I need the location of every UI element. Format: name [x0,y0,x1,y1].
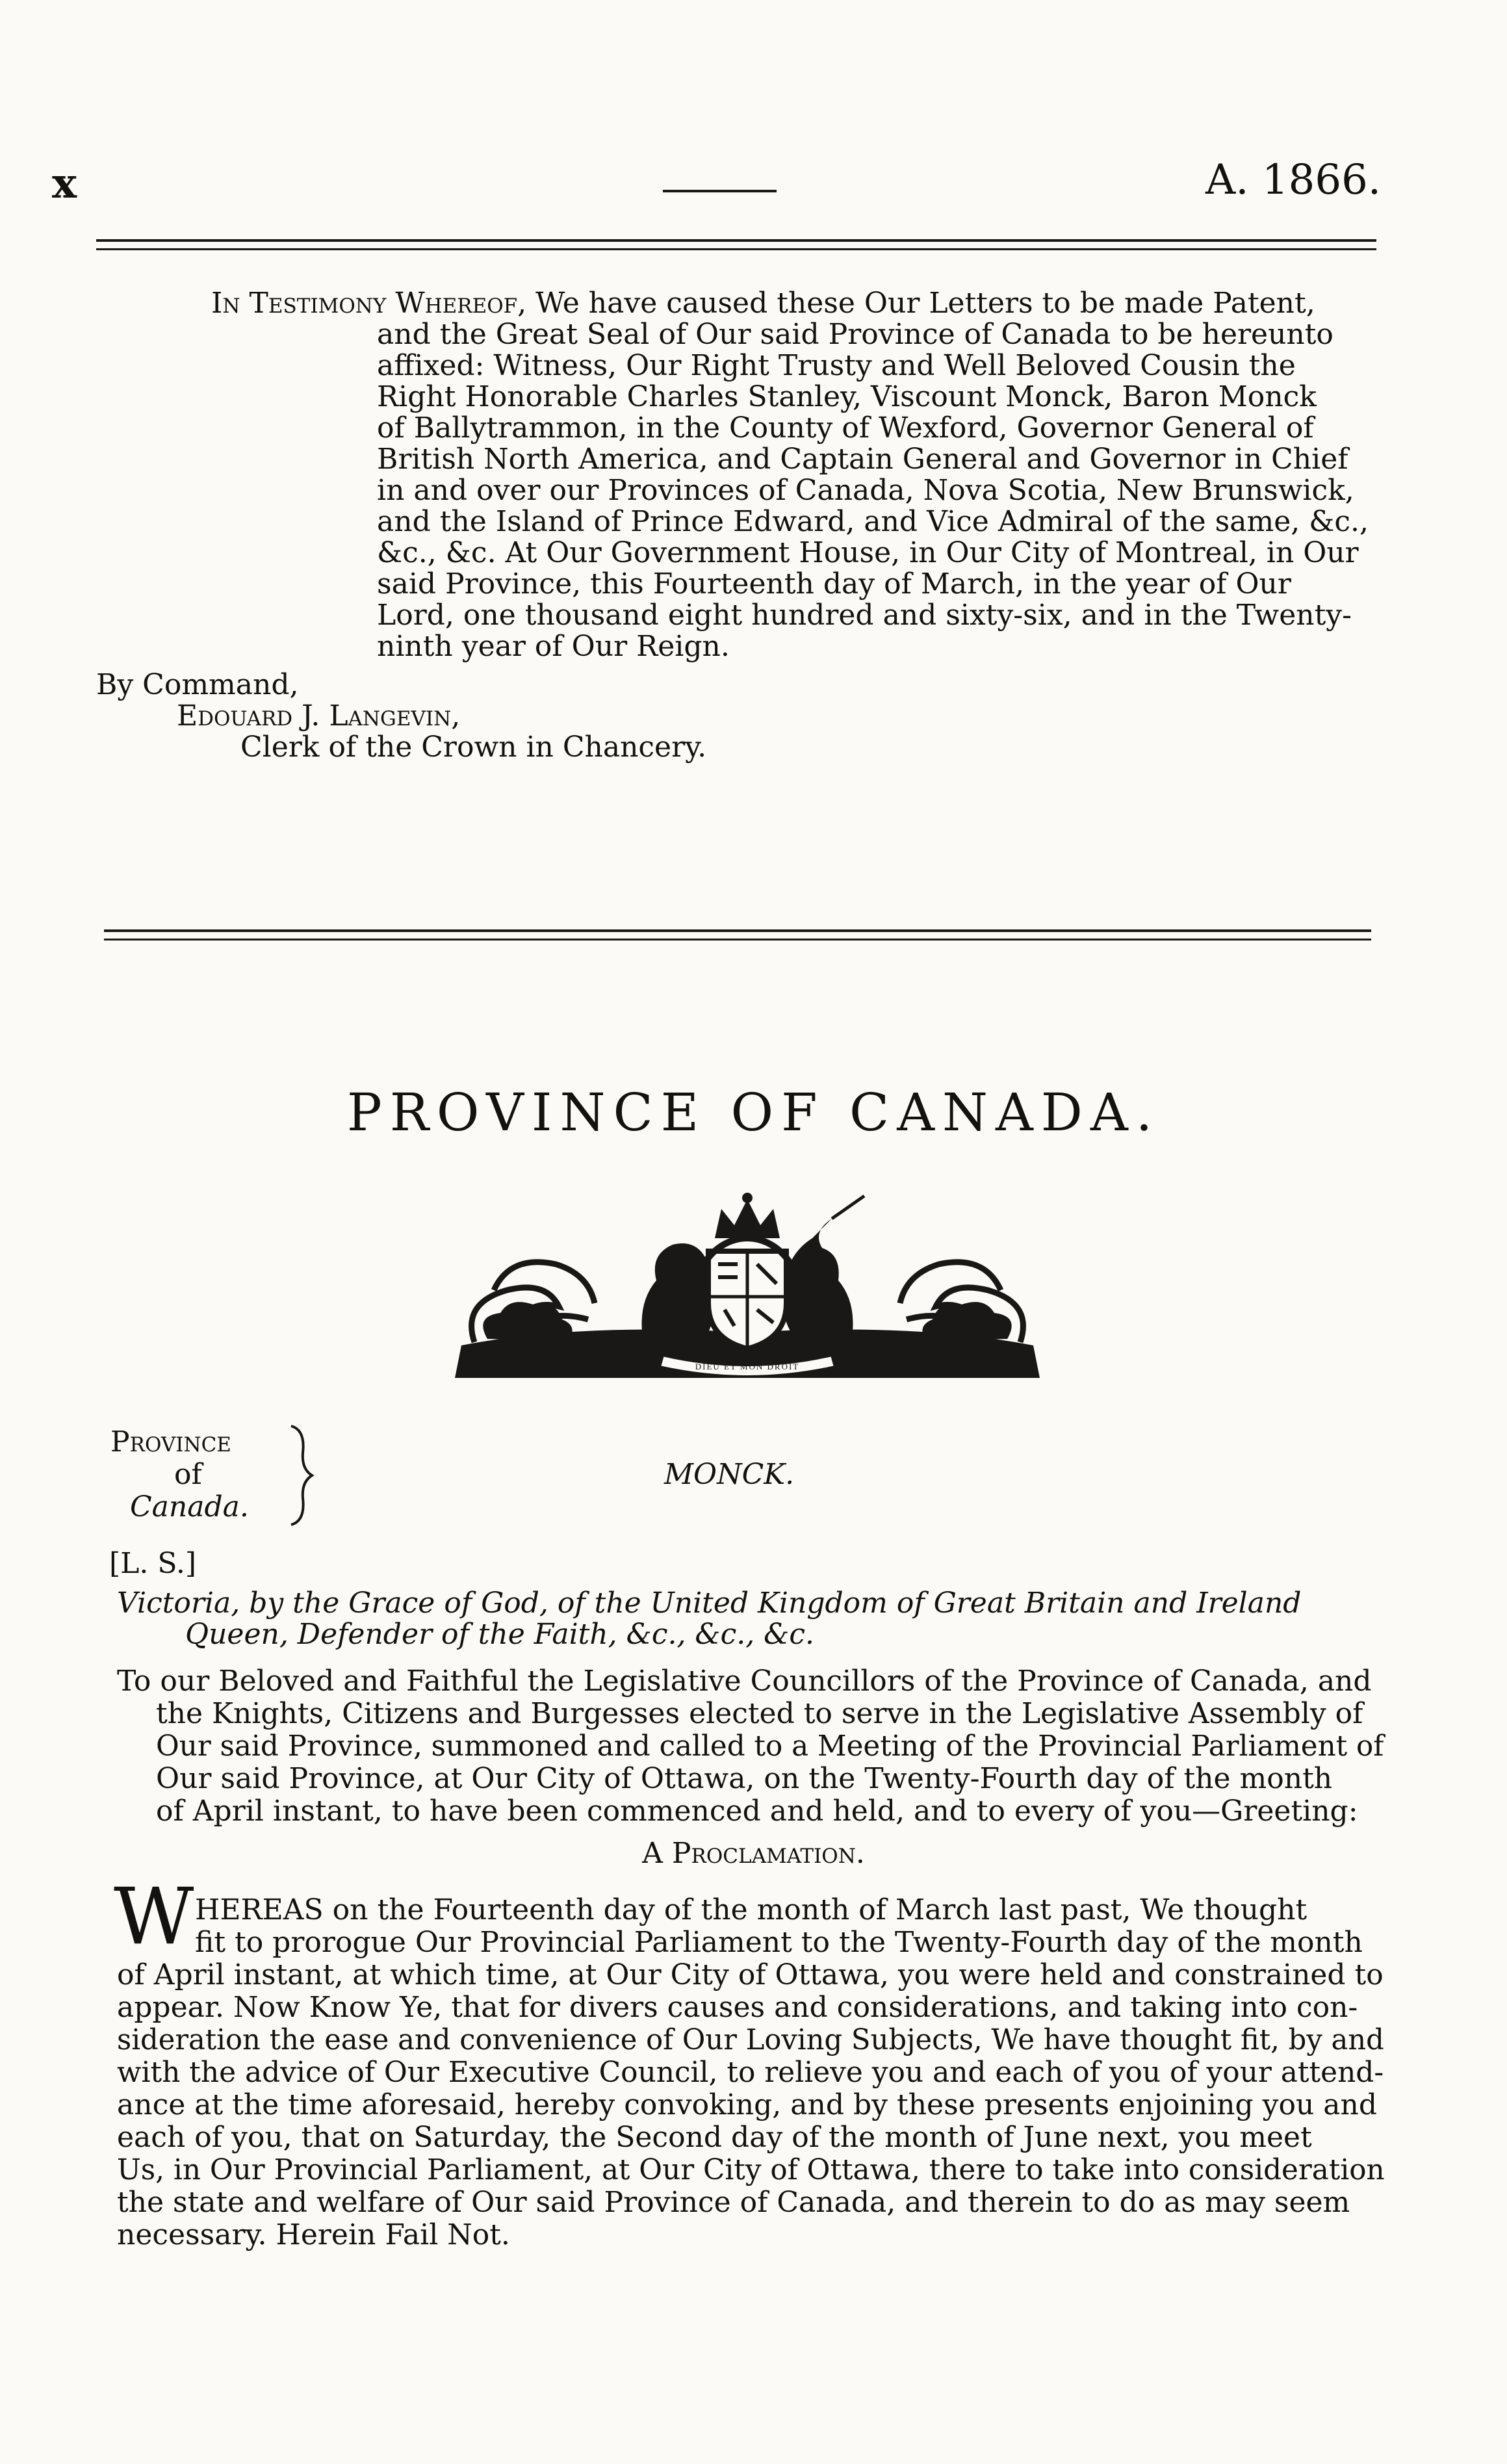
margin-province: Province [110,1425,231,1459]
victoria-line-1 [117,1588,1301,1619]
signer-name: Edouard J. Langevin, [177,699,461,733]
victoria-line-2 [185,1619,814,1650]
body-line: each of you, that on Saturday, the Second day of the month of June next, you meet [117,2121,1312,2154]
body-line: HEREAS on the Fourteenth day of the month of March last past, We thought [195,1893,1307,1926]
body-line: necessary. Herein Fail Not. [117,2218,510,2251]
header-dash [663,190,777,192]
motto-text: DIEU ET MON DROIT [695,1362,800,1371]
testimony-line: Right Honorable Charles Stanley, Viscount Monck, Baron Monck [377,380,1317,413]
page-year: A. 1866. [1205,156,1382,204]
testimony-line: ninth year of Our Reign. [377,630,730,663]
by-command: By Command, [96,668,299,701]
header-rule-top [96,239,1376,242]
victoria-text: Queen, Defender of the Faith, &c., &c., &c. [185,1618,814,1651]
margin-canada [130,1492,249,1523]
margin-canada-text: Canada. [130,1490,249,1524]
margin-of: of [174,1458,202,1491]
address-line: Our said Province, at Our City of Ottawa, on the Twenty-Fourth day of the month [156,1762,1333,1795]
section-rule-top [104,929,1371,932]
body-line: the state and welfare of Our said Province of Canada, and therein to do as may seem [117,2186,1350,2219]
testimony-lead: In Testimony Whereof, [211,287,527,320]
testimony-line: Lord, one thousand eight hundred and sixty-six, and in the Twenty- [377,599,1352,632]
testimony-line-1 [211,288,1315,319]
page-number: x [52,159,77,208]
body-line: Us, in Our Provincial Parliament, at Our City of Ottawa, there to take into consideration [117,2153,1385,2186]
testimony-line: said Province, this Fourteenth day of March, in the year of Our [377,567,1291,601]
body-line: of April instant, at which time, at Our City of Ottawa, you were held and constrained to [117,1958,1384,1991]
address-line: the Knights, Citizens and Burgesses elected to serve in the Legislative Assembly of [156,1697,1363,1730]
proclamation-subheading: A Proclamation. [642,1837,865,1870]
seal-marker: [L. S.] [109,1547,197,1580]
crown-icon [715,1199,780,1238]
body-line: sideration the ease and convenience of Our Loving Subjects, We have thought fit, by and [117,2023,1384,2056]
drop-cap: W [114,1872,194,1962]
section-rule-bottom [104,939,1371,940]
proclamation-heading: PROVINCE OF CANADA. [346,1082,1161,1143]
testimony-line: in and over our Provinces of Canada, Nova Scotia, New Brunswick, [377,474,1354,507]
monck-signature-text: MONCK. [664,1458,795,1491]
body-line: ance at the time aforesaid, hereby convoking, and by these presents enjoining you and [117,2088,1378,2121]
testimony-line: British North America, and Captain General and Governor in Chief [377,443,1348,476]
margin-brace-icon [286,1423,318,1527]
victoria-text: Victoria, by the Grace of God, of the United Kingdom of Great Britain and Ireland [117,1587,1302,1620]
testimony-line: We have caused these Our Letters to be made Patent, [535,287,1315,320]
header-rule-bottom [96,248,1376,250]
address-line: Our said Province, summoned and called to a Meeting of the Provincial Parliament of [156,1730,1384,1763]
address-line: To our Beloved and Faithful the Legislative Councillors of the Province of Canada, and [117,1665,1372,1698]
testimony-line: &c., &c. At Our Government House, in Our City of Montreal, in Our [377,536,1359,569]
address-line: of April instant, to have been commenced and held, and to every of you—Greeting: [156,1795,1358,1828]
testimony-line: and the Great Seal of Our said Province of Canada to be hereunto [377,318,1333,351]
body-line: appear. Now Know Ye, that for divers causes and considerations, and taking into con- [117,1991,1358,2024]
body-line: with the advice of Our Executive Council, to relieve you and each of you of your attend- [117,2056,1384,2089]
coat-of-arms-icon [448,1193,1046,1388]
testimony-line: and the Island of Prince Edward, and Vice Admiral of the same, &c., [377,505,1369,538]
body-line: fit to prorogue Our Provincial Parliament to the Twenty-Fourth day of the month [195,1926,1363,1959]
testimony-line: of Ballytrammon, in the County of Wexford, Governor General of [377,411,1314,445]
monck-signature [664,1459,794,1490]
unicorn-horn [832,1196,864,1219]
testimony-line: affixed: Witness, Our Right Trusty and Well Beloved Cousin the [377,349,1296,382]
signer-title: Clerk of the Crown in Chancery. [240,731,707,764]
